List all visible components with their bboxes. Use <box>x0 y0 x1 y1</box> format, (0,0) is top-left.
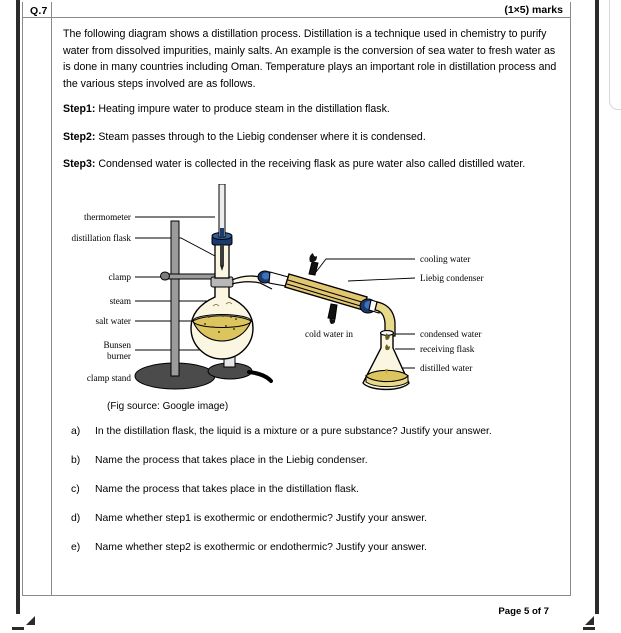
left-scroll-rail[interactable] <box>16 0 20 614</box>
distillation-diagram-svg <box>63 184 558 399</box>
label-distilled-water: distilled water <box>420 362 473 373</box>
step-1-text: Heating impure water to produce steam in the distillation flask. <box>95 103 390 115</box>
question-table <box>22 2 571 596</box>
label-clamp-stand: clamp stand <box>86 372 131 383</box>
label-cold-water-in: cold water in <box>305 328 353 339</box>
sub-question-a <box>63 425 558 439</box>
distillation-diagram <box>63 184 558 399</box>
right-scroll-arrow-icon[interactable] <box>585 616 594 625</box>
step-3 <box>63 156 558 173</box>
sub-question-d <box>63 512 558 526</box>
label-thermometer: thermometer <box>84 211 131 222</box>
right-scroll-rail[interactable] <box>595 0 599 614</box>
step-3-label: Step3: <box>63 158 96 170</box>
sub-question-e-text: Name whether step2 is exothermic or endothermic? Justify your answer. <box>95 541 428 553</box>
step-2-text: Steam passes through to the Liebig condenser where it is condensed. <box>95 130 426 143</box>
sub-question-list <box>63 425 558 555</box>
label-condensed-water: condensed water <box>420 328 482 339</box>
label-cooling-water: cooling water <box>420 253 471 264</box>
label-clamp: clamp <box>108 271 131 282</box>
sub-question-b-marker: b) <box>71 454 81 466</box>
sub-question-c-text: Name the process that takes place in the distillation flask. <box>95 483 359 495</box>
sub-question-a-marker: a) <box>71 425 81 437</box>
right-rail-foot <box>583 627 595 630</box>
marks-row <box>52 2 570 18</box>
label-salt-water: salt water <box>95 315 131 326</box>
sub-question-d-text: Name whether step1 is exothermic or endothermic? Justify your answer. <box>95 512 428 524</box>
question-number-cell <box>23 2 52 595</box>
sub-question-c-marker: c) <box>71 483 80 495</box>
page-footer: Page 5 of 7 <box>498 606 549 617</box>
sub-question-c <box>63 483 558 497</box>
step-1 <box>63 101 558 118</box>
sub-question-b-text: Name the process that takes place in the Liebig condenser. <box>95 454 368 466</box>
label-receiving-flask: receiving flask <box>420 343 475 354</box>
label-bunsen: Bunsen <box>103 339 131 350</box>
step-2-label: Step2: <box>63 130 96 143</box>
right-edge-panel <box>609 0 621 110</box>
sub-question-b <box>63 454 558 468</box>
sub-question-e-marker: e) <box>71 541 81 553</box>
label-burner: burner <box>107 350 131 361</box>
step-3-text: Condensed water is collected in the receiving flask as pure water also called distilled water. <box>95 158 526 170</box>
sub-question-e <box>63 541 558 555</box>
marks-label: (1×5) marks <box>504 4 563 16</box>
label-steam: steam <box>109 295 131 306</box>
figure-source: (Fig source: Google image) <box>107 400 229 412</box>
step-2 <box>63 129 558 146</box>
label-liebig-condenser: Liebig condenser <box>420 272 484 283</box>
document-page <box>22 0 582 617</box>
question-number: Q.7 <box>30 5 48 17</box>
question-content <box>52 18 570 555</box>
question-number-rule <box>23 17 51 18</box>
question-body-cell <box>52 2 570 595</box>
sub-question-a-text: In the distillation flask, the liquid is a mixture or a pure substance? Justify your answer. <box>95 425 492 437</box>
sub-question-d-marker: d) <box>71 512 81 524</box>
step-1-label: Step1: <box>63 103 96 115</box>
left-scroll-arrow-icon[interactable] <box>26 616 35 625</box>
left-rail-foot <box>12 627 24 630</box>
label-distillation-flask: distillation flask <box>71 232 131 243</box>
question-intro: The following diagram shows a distillation process. Distillation is a technique used in chemistry to purify water from dissolved impurities, mainly salts. An example is the conversion of sea water to fresh water as is done in many countries including Oman. Temperature plays an important role in distillation process and the various steps involved are as follows. <box>63 28 557 90</box>
